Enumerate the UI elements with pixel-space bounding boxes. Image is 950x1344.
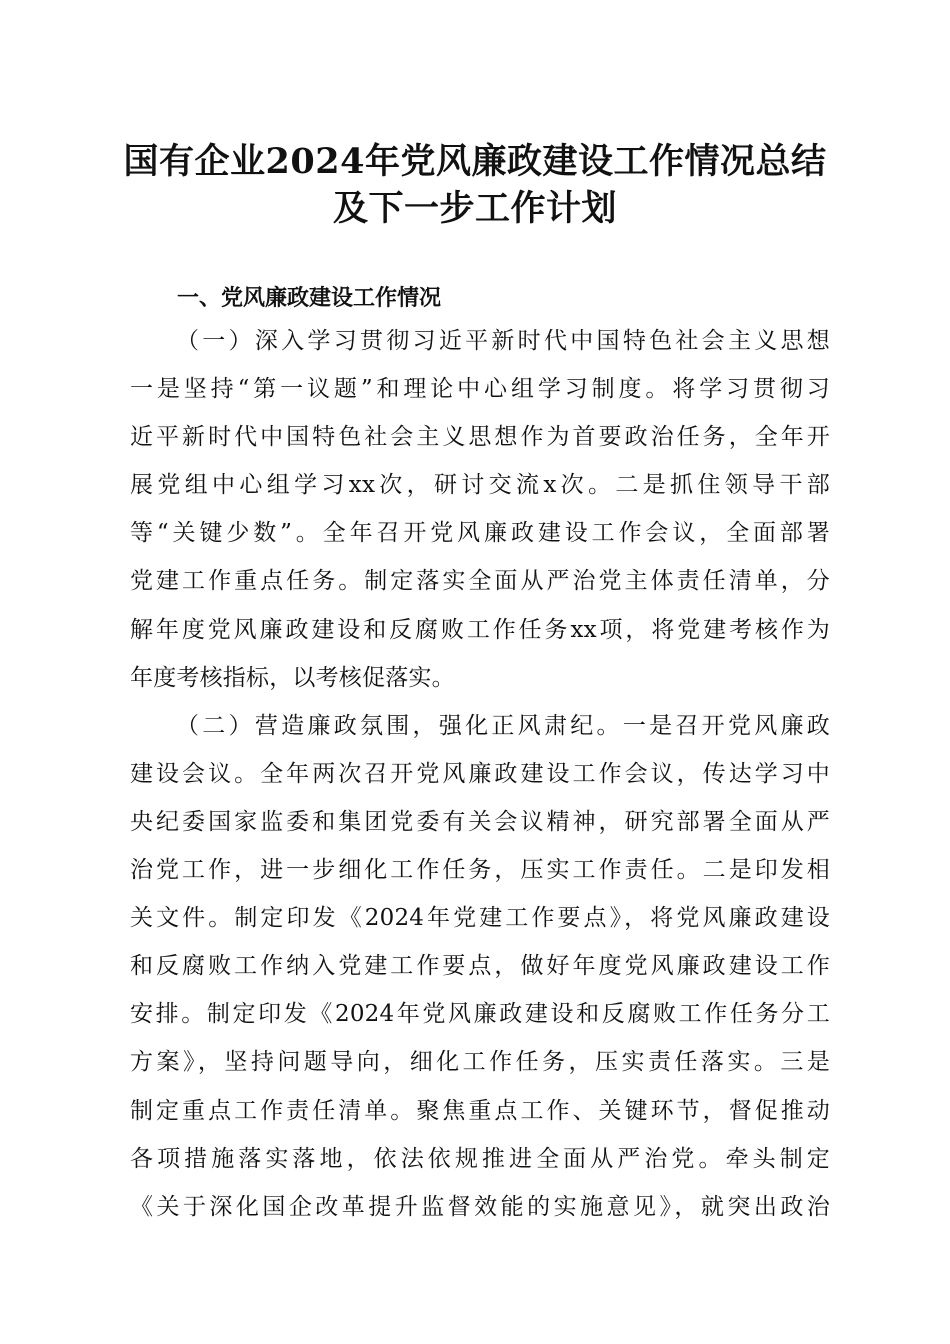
paragraph-line: 治党工作，进一步细化工作任务，压实工作责任。二是印发相 xyxy=(130,857,830,884)
paragraph-line: 关文件。制定印发《2024年党建工作要点》，将党风廉政建设 xyxy=(130,905,830,932)
document-body xyxy=(130,322,830,1236)
paragraph-line: 党建工作重点任务。制定落实全面从严治党主体责任清单，分 xyxy=(130,568,830,595)
paragraph-line: 建设会议。全年两次召开党风廉政建设工作会议，传达学习中 xyxy=(130,760,830,787)
paragraph-line: 近平新时代中国特色社会主义思想作为首要政治任务，全年开 xyxy=(130,424,830,451)
document-title-line-2: 及下一步工作计划 xyxy=(332,188,617,229)
paragraph-line: 各项措施落实落地，依法依规推进全面从严治党。牵头制定 xyxy=(130,1145,830,1172)
paragraph-line: （一）深入学习贯彻习近平新时代中国特色社会主义思想 xyxy=(176,328,830,354)
paragraph-line: 一是坚持“第一议题”和理论中心组学习制度。将学习贯彻习 xyxy=(130,376,830,403)
section-heading: 一、党风廉政建设工作情况 xyxy=(177,286,442,311)
paragraph-line: 等“关键少数”。全年召开党风廉政建设工作会议，全面部署 xyxy=(130,520,830,547)
paragraph-line: 方案》，坚持问题导向，细化工作任务，压实责任落实。三是 xyxy=(130,1049,830,1076)
paragraph-line: 和反腐败工作纳入党建工作要点，做好年度党风廉政建设工作 xyxy=(130,953,830,980)
paragraph-line: 年度考核指标，以考核促落实。 xyxy=(130,664,455,691)
paragraph-line: （二）营造廉政氛围，强化正风肃纪。一是召开党风廉政 xyxy=(176,712,830,739)
paragraph-line: 解年度党风廉政建设和反腐败工作任务xx项，将党建考核作为 xyxy=(130,616,830,643)
paragraph-line: 央纪委国家监委和集团党委有关会议精神，研究部署全面从严 xyxy=(130,808,830,835)
paragraph-line: 《关于深化国企改革提升监督效能的实施意见》，就突出政治 xyxy=(130,1193,830,1220)
paragraph-line: 展党组中心组学习xx次，研讨交流x次。二是抓住领导干部 xyxy=(130,472,830,499)
paragraph-line: 制定重点工作责任清单。聚焦重点工作、关键环节，督促推动 xyxy=(130,1097,830,1124)
paragraph-line: 安排。制定印发《2024年党风廉政建设和反腐败工作任务分工 xyxy=(130,1001,830,1028)
document-title-line-1: 国有企业2024年党风廉政建设工作情况总结 xyxy=(123,141,827,182)
